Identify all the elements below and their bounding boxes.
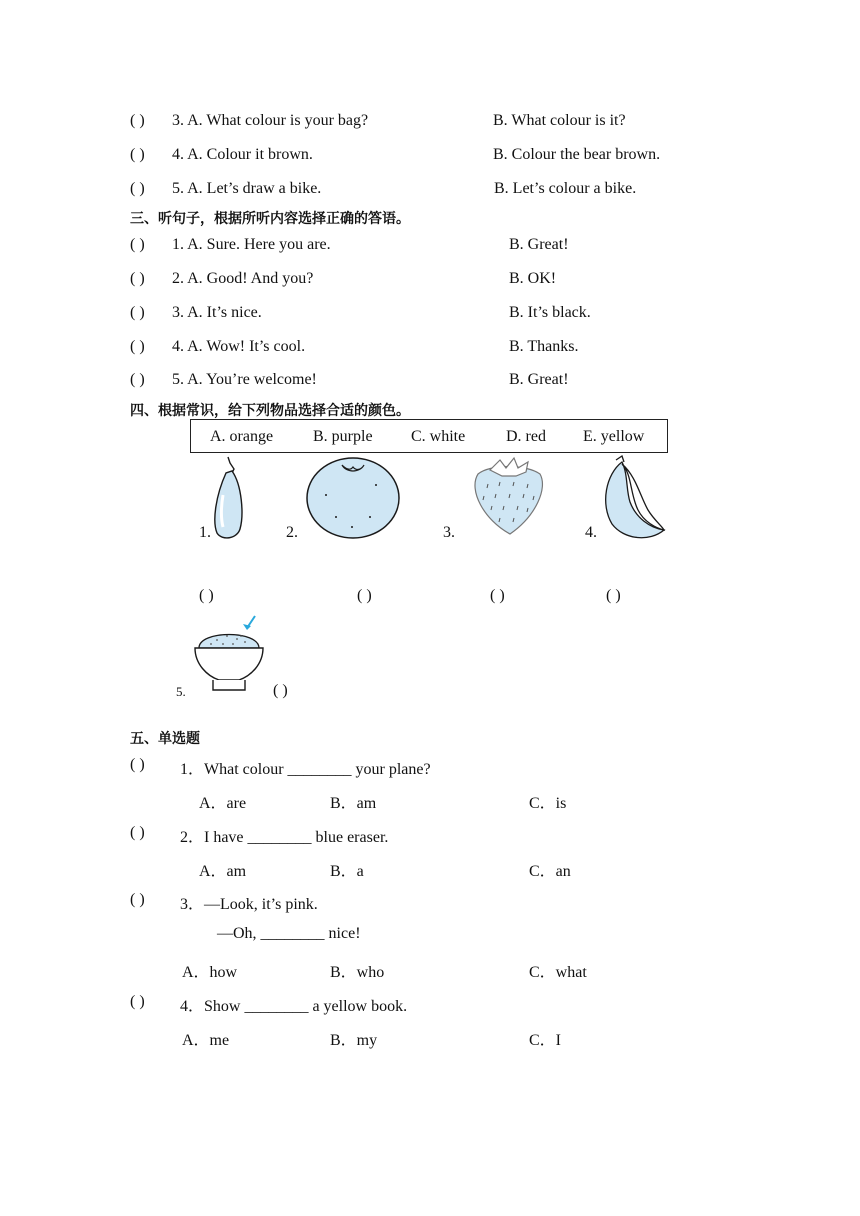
question-text: 2. A. Good! And you? bbox=[172, 270, 314, 287]
option-yellow: E. yellow bbox=[583, 428, 645, 445]
dialogue-line: —Oh, ________ nice! bbox=[217, 925, 361, 942]
orange-picture bbox=[306, 455, 402, 539]
option-white: C. white bbox=[411, 428, 466, 445]
option-b: B. Let’s colour a bike. bbox=[494, 180, 637, 197]
answer-bracket-3[interactable]: ( ) bbox=[490, 587, 505, 604]
answer-bracket[interactable]: ( ) bbox=[130, 371, 145, 388]
option-b: B．a bbox=[330, 863, 364, 880]
answer-bracket[interactable]: ( ) bbox=[130, 891, 145, 908]
option-b: B．am bbox=[330, 795, 377, 812]
question-text: 1．What colour ________ your plane? bbox=[180, 761, 431, 778]
answer-bracket[interactable]: ( ) bbox=[130, 338, 145, 355]
answer-bracket[interactable]: ( ) bbox=[130, 304, 145, 321]
section5-header: 五、单选题 bbox=[130, 731, 200, 747]
question-text: 4. A. Wow! It’s cool. bbox=[172, 338, 306, 355]
question-text: 1. A. Sure. Here you are. bbox=[172, 236, 331, 253]
option-b: B．who bbox=[330, 964, 385, 981]
option-b: B. Great! bbox=[509, 371, 569, 388]
option-b: B. Thanks. bbox=[509, 338, 579, 355]
answer-bracket[interactable]: ( ) bbox=[130, 756, 145, 773]
question-text: 5. A. You’re welcome! bbox=[172, 371, 317, 388]
strawberry-picture bbox=[470, 458, 546, 536]
option-b: B. It’s black. bbox=[509, 304, 591, 321]
question-text: 3. A. What colour is your bag? bbox=[172, 112, 369, 129]
option-b: B．my bbox=[330, 1032, 378, 1049]
picture-label-2: 2. bbox=[286, 524, 298, 541]
option-red: D. red bbox=[506, 428, 546, 445]
banana-picture bbox=[600, 454, 668, 542]
option-a: A．are bbox=[199, 795, 247, 812]
answer-bracket[interactable]: ( ) bbox=[130, 270, 145, 287]
option-b: B. OK! bbox=[509, 270, 557, 287]
question-text: 3. A. It’s nice. bbox=[172, 304, 262, 321]
answer-bracket-1[interactable]: ( ) bbox=[199, 587, 214, 604]
option-b: B. What colour is it? bbox=[493, 112, 626, 129]
option-purple: B. purple bbox=[313, 428, 373, 445]
option-a: A．me bbox=[182, 1032, 230, 1049]
answer-bracket-4[interactable]: ( ) bbox=[606, 587, 621, 604]
eggplant-picture bbox=[210, 455, 246, 541]
answer-bracket-5[interactable]: ( ) bbox=[273, 682, 288, 699]
option-c: C．I bbox=[529, 1032, 562, 1049]
picture-label-5: 5. bbox=[176, 684, 186, 699]
picture-label-1: 1. bbox=[199, 524, 211, 541]
option-orange: A. orange bbox=[210, 428, 274, 445]
question-text: 4. A. Colour it brown. bbox=[172, 146, 313, 163]
picture-label-3: 3. bbox=[443, 524, 455, 541]
option-c: C．what bbox=[529, 964, 587, 981]
question-text: 4．Show ________ a yellow book. bbox=[180, 998, 408, 1015]
option-b: B. Great! bbox=[509, 236, 569, 253]
section3-header: 三、听句子，根据所听内容选择正确的答语。 bbox=[130, 211, 410, 227]
option-c: C．is bbox=[529, 795, 567, 812]
question-text: 2．I have ________ blue eraser. bbox=[180, 829, 389, 846]
question-text: 5. A. Let’s draw a bike. bbox=[172, 180, 322, 197]
section4-header: 四、根据常识，给下列物品选择合适的颜色。 bbox=[130, 403, 410, 419]
answer-bracket[interactable]: ( ) bbox=[130, 236, 145, 253]
option-a: A．how bbox=[182, 964, 238, 981]
answer-bracket-2[interactable]: ( ) bbox=[357, 587, 372, 604]
option-a: A．am bbox=[199, 863, 247, 880]
option-c: C．an bbox=[529, 863, 571, 880]
answer-bracket[interactable]: ( ) bbox=[130, 112, 145, 129]
option-b: B. Colour the bear brown. bbox=[493, 146, 661, 163]
rice-bowl-picture bbox=[193, 614, 265, 696]
answer-bracket[interactable]: ( ) bbox=[130, 180, 145, 197]
answer-bracket[interactable]: ( ) bbox=[130, 146, 145, 163]
answer-bracket[interactable]: ( ) bbox=[130, 993, 145, 1010]
answer-bracket[interactable]: ( ) bbox=[130, 824, 145, 841]
picture-label-4: 4. bbox=[585, 524, 597, 541]
question-text: 3．—Look, it’s pink. bbox=[180, 896, 318, 913]
